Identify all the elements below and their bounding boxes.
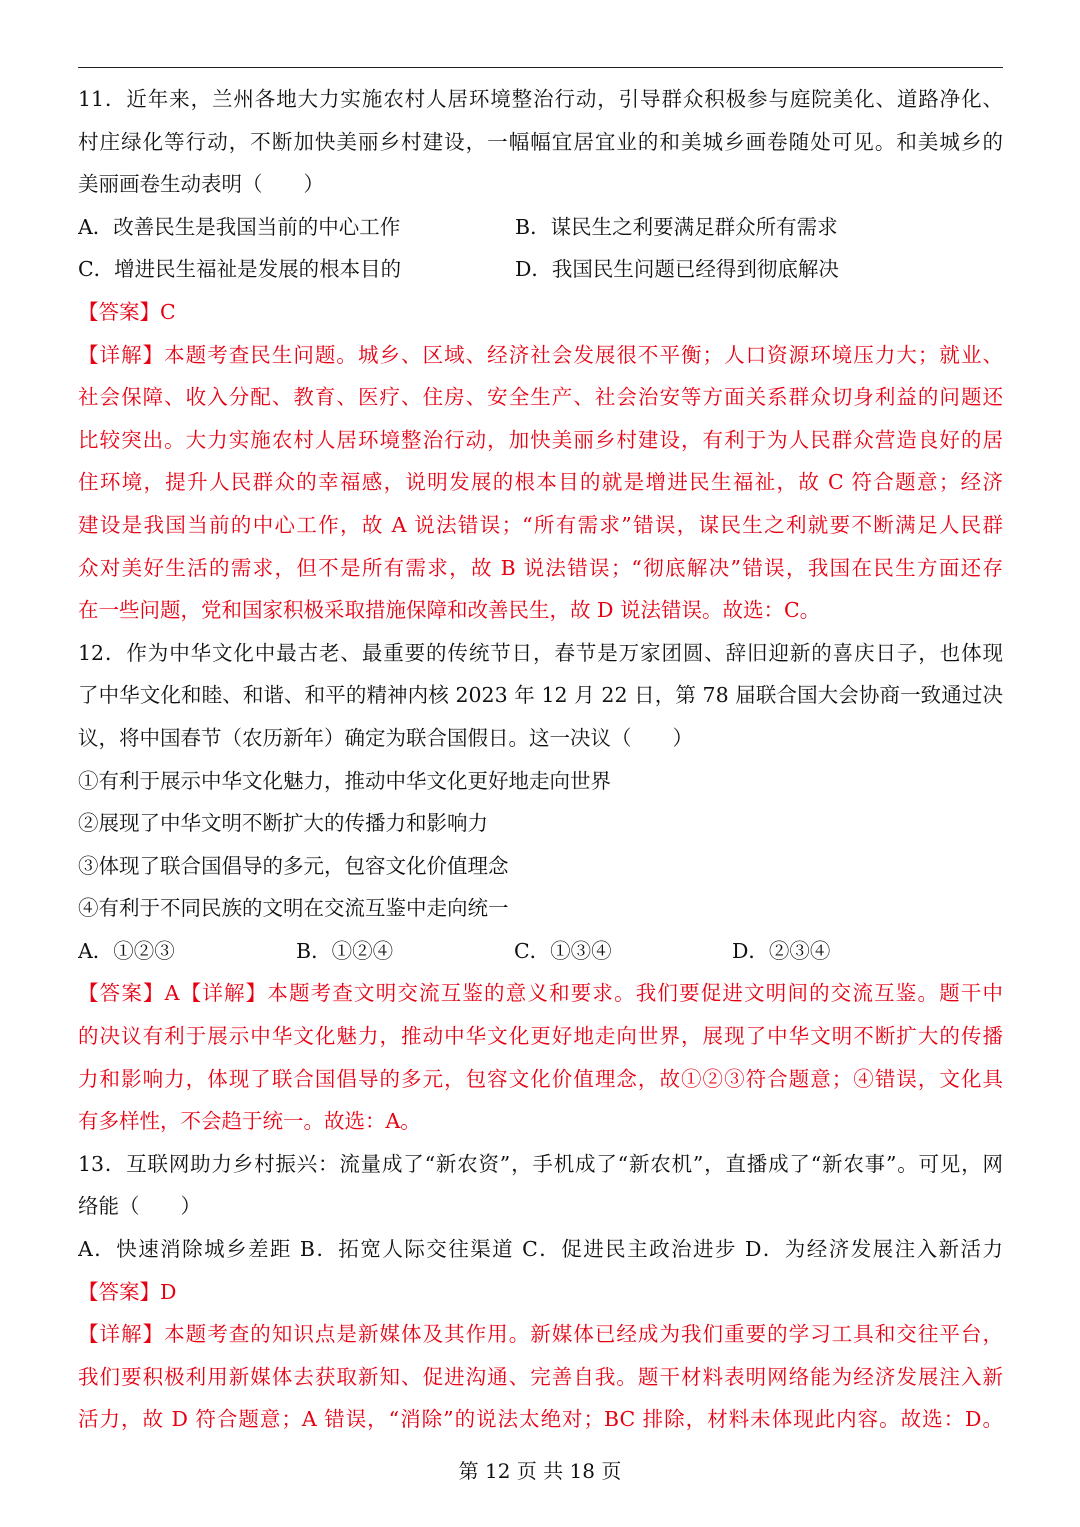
option-c: C．①③④ <box>514 938 612 963</box>
answer-label: 【答案】D <box>78 1279 177 1304</box>
question-11 <box>78 78 1003 632</box>
option-b: B．谋民生之利要满足群众所有需求 <box>515 214 838 239</box>
explanation-line: 有多样性，不会趋于统一。故选：A。 <box>78 1109 421 1134</box>
question-stem-line: 美丽画卷生动表明（ ） <box>78 172 324 197</box>
statement-1: ①有利于展示中华文化魅力，推动中华文化更好地走向世界 <box>78 768 611 793</box>
option-row <box>78 930 1003 973</box>
explanation-line: 【详解】本题考查民生问题。城乡、区域、经济社会发展很不平衡；人口资源环境压力大；就业、 <box>78 342 1003 367</box>
option-d: D．②③④ <box>732 938 831 963</box>
header-rule <box>78 67 1003 68</box>
statement-2: ②展现了中华文明不断扩大的传播力和影响力 <box>78 811 488 836</box>
option-row <box>78 248 1003 291</box>
question-13 <box>78 1143 1003 1441</box>
explanation-line: 众对美好生活的需求，但不是所有需求，故 B 说法错误；“彻底解决”错误，我国在民生方面还存 <box>78 555 1003 580</box>
question-stem-line: 议，将中国春节（农历新年）确定为联合国假日。这一决议（ ） <box>78 725 693 750</box>
statement-3: ③体现了联合国倡导的多元，包容文化价值理念 <box>78 853 509 878</box>
explanation-line: 活力，故 D 符合题意；A 错误，“消除”的说法太绝对；BC 排除，材料未体现此内容。故选：D。 <box>78 1407 1003 1432</box>
option-row: A．快速消除城乡差距 B．拓宽人际交往渠道 C．促进民主政治进步 D．为经济发展注入新活力 <box>78 1237 1003 1262</box>
option-a: A．①②③ <box>78 938 175 963</box>
option-row <box>78 206 1003 249</box>
statement-4: ④有利于不同民族的文明在交流互鉴中走向统一 <box>78 896 509 921</box>
option-a: A．改善民生是我国当前的中心工作 <box>78 214 401 239</box>
question-12 <box>78 632 1003 1143</box>
explanation-line: 【答案】A【详解】本题考查文明交流互鉴的意义和要求。我们要促进文明间的交流互鉴。题干中 <box>78 981 1003 1006</box>
option-d: D．我国民生问题已经得到彻底解决 <box>515 257 839 282</box>
explanation-line: 的决议有利于展示中华文化魅力，推动中华文化更好地走向世界，展现了中华文明不断扩大的传播 <box>78 1024 1003 1049</box>
question-stem-line: 11．近年来，兰州各地大力实施农村人居环境整治行动，引导群众积极参与庭院美化、道路净化、 <box>78 87 1003 111</box>
explanation-line: 比较突出。大力实施农村人居环境整治行动，加快美丽乡村建设，有利于为人民群众营造良好的居 <box>78 427 1003 452</box>
explanation-line: 建设是我国当前的中心工作，故 A 说法错误；“所有需求”错误，谋民生之利就要不断满足人民群 <box>78 512 1003 537</box>
question-stem-line: 12．作为中华文化中最古老、最重要的传统节日，春节是万家团圆、辞旧迎新的喜庆日子，也体现 <box>78 640 1003 665</box>
explanation-line: 我们要积极利用新媒体去获取新知、促进沟通、完善自我。题干材料表明网络能为经济发展注入新 <box>78 1364 1003 1389</box>
page-footer: 第 12 页 共 18 页 <box>458 1459 622 1483</box>
explanation-line: 社会保障、收入分配、教育、医疗、住房、安全生产、社会治安等方面关系群众切身利益的问题还 <box>78 385 1003 410</box>
option-b: B．①②④ <box>296 938 394 963</box>
explanation-line: 住环境，提升人民群众的幸福感，说明发展的根本目的就是增进民生福祉，故 C 符合题意；经济 <box>78 470 1003 495</box>
explanation-line: 在一些问题，党和国家积极采取措施保障和改善民生，故 D 说法错误。故选：C。 <box>78 598 821 623</box>
question-stem-line: 络能（ ） <box>78 1194 201 1219</box>
question-stem-line: 13．互联网助力乡村振兴：流量成了“新农资”，手机成了“新农机”，直播成了“新农事”。可见，网 <box>78 1151 1003 1176</box>
answer-label: 【答案】C <box>78 299 176 324</box>
option-c: C．增进民生福祉是发展的根本目的 <box>78 257 402 282</box>
document-body <box>78 78 1003 1441</box>
explanation-line: 【详解】本题考查的知识点是新媒体及其作用。新媒体已经成为我们重要的学习工具和交往平台， <box>78 1322 1003 1347</box>
question-stem-line: 村庄绿化等行动，不断加快美丽乡村建设，一幅幅宜居宜业的和美城乡画卷随处可见。和美城乡的 <box>78 129 1003 154</box>
question-stem-line: 了中华文化和睦、和谐、和平的精神内核 2023 年 12 月 22 日，第 78 届联合国大会协商一致通过决 <box>78 683 1003 708</box>
explanation-line: 力和影响力，体现了联合国倡导的多元，包容文化价值理念，故①②③符合题意；④错误，文化具 <box>78 1066 1003 1091</box>
